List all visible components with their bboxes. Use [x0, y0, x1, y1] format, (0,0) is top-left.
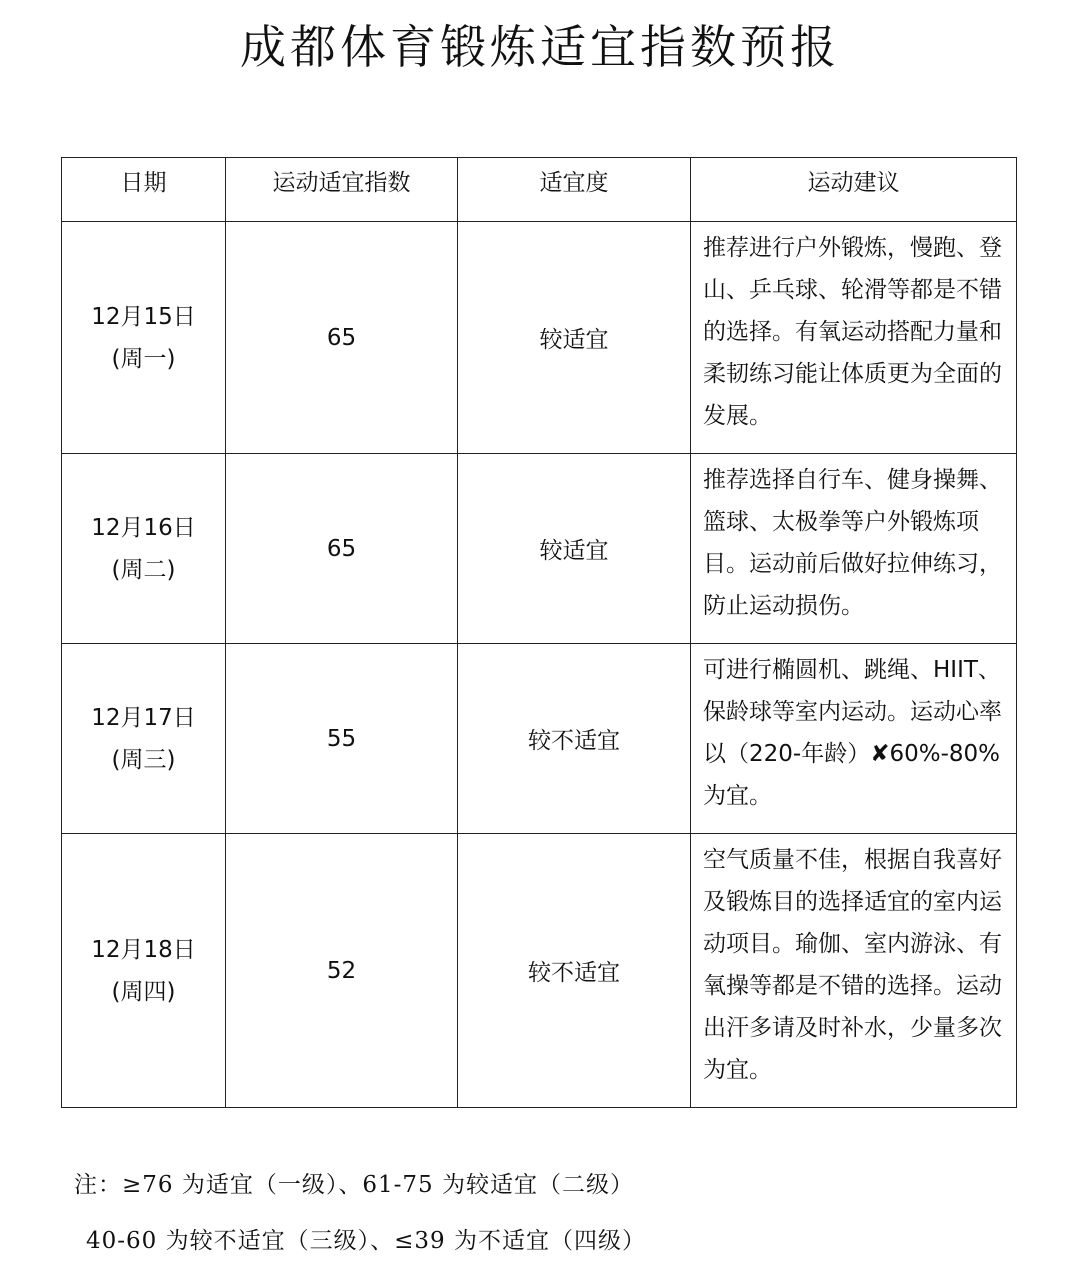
date-cell [62, 454, 226, 644]
table-row [62, 644, 1017, 834]
date-cell [62, 834, 226, 1108]
weekday-text: (周一) [111, 345, 176, 372]
header-suitability: 适宜度 [458, 158, 691, 222]
suitability-cell: 较不适宜 [458, 644, 691, 834]
table-row [62, 454, 1017, 644]
suitability-cell: 较适宜 [458, 454, 691, 644]
forecast-table [61, 157, 1017, 1108]
advice-cell: 推荐选择自行车、健身操舞、篮球、太极拳等户外锻炼项目。运动前后做好拉伸练习，防止运动损伤。 [691, 454, 1017, 644]
date-text: 12月18日 [91, 936, 196, 963]
header-advice: 运动建议 [691, 158, 1017, 222]
page-title: 成都体育锻炼适宜指数预报 [240, 20, 840, 74]
advice-cell: 可进行椭圆机、跳绳、HIIT、保龄球等室内运动。运动心率以（220-年龄）✘60%-80%为宜。 [691, 644, 1017, 834]
weekday-text: (周三) [111, 746, 176, 773]
weekday-text: (周四) [111, 978, 176, 1005]
index-cell: 52 [226, 834, 458, 1108]
date-cell [62, 644, 226, 834]
date-text: 12月16日 [91, 514, 196, 541]
suitability-cell: 较适宜 [458, 222, 691, 454]
legend-note-line2: 40-60 为较不适宜（三级）、≤39 为不适宜（四级） [86, 1228, 646, 1254]
header-date: 日期 [62, 158, 226, 222]
index-cell: 65 [226, 454, 458, 644]
suitability-cell: 较不适宜 [458, 834, 691, 1108]
advice-cell: 推荐进行户外锻炼，慢跑、登山、乒乓球、轮滑等都是不错的选择。有氧运动搭配力量和柔韧练习能让体质更为全面的发展。 [691, 222, 1017, 454]
index-cell: 55 [226, 644, 458, 834]
weekday-text: (周二) [111, 556, 176, 583]
date-text: 12月15日 [91, 303, 196, 330]
table-row [62, 834, 1017, 1108]
index-cell: 65 [226, 222, 458, 454]
table-row [62, 222, 1017, 454]
table-header-row [62, 158, 1017, 222]
legend-note-line1: 注：≥76 为适宜（一级）、61-75 为较适宜（二级） [74, 1172, 634, 1198]
date-text: 12月17日 [91, 704, 196, 731]
advice-cell: 空气质量不佳，根据自我喜好及锻炼目的选择适宜的室内运动项目。瑜伽、室内游泳、有氧操等都是不错的选择。运动出汗多请及时补水，少量多次为宜。 [691, 834, 1017, 1108]
header-index: 运动适宜指数 [226, 158, 458, 222]
date-cell [62, 222, 226, 454]
